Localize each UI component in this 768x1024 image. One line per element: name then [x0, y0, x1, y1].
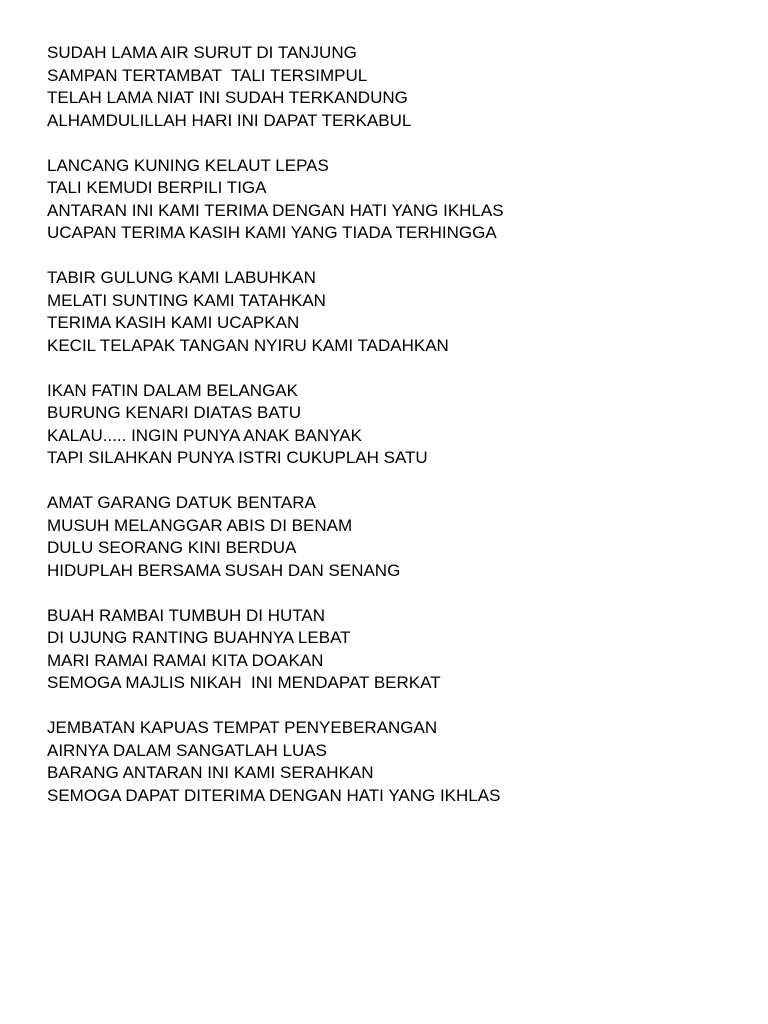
stanza-6 [47, 605, 747, 695]
poem-line: KALAU..... INGIN PUNYA ANAK BANYAK [47, 425, 362, 445]
poem-line: TELAH LAMA NIAT INI SUDAH TERKANDUNG [47, 88, 408, 107]
poem-line: SEMOGA DAPAT DITERIMA DENGAN HATI YANG IKHLAS [47, 785, 501, 805]
poem-line: MARI RAMAI RAMAI KITA DOAKAN [47, 650, 324, 670]
poem-line: ALHAMDULILLAH HARI INI DAPAT TERKABUL [47, 110, 412, 130]
poem-line: KECIL TELAPAK TANGAN NYIRU KAMI TADAHKAN [47, 335, 449, 355]
poem-line: ANTARAN INI KAMI TERIMA DENGAN HATI YANG IKHLAS [47, 200, 504, 220]
poem-line: AMAT GARANG DATUK BENTARA [47, 493, 316, 512]
poem-line: DI UJUNG RANTING BUAHNYA LEBAT [47, 628, 351, 647]
stanza-4 [47, 380, 747, 470]
poem-line: MUSUH MELANGGAR ABIS DI BENAM [47, 515, 353, 535]
poem-line: BARANG ANTARAN INI KAMI SERAHKAN [47, 763, 374, 782]
stanza-3 [47, 267, 747, 357]
poem-line: BURUNG KENARI DIATAS BATU [47, 403, 302, 422]
poem-line: TALI KEMUDI BERPILI TIGA [47, 178, 267, 197]
poem-line: SAMPAN TERTAMBAT TALI TERSIMPUL [47, 65, 368, 85]
poem-line: BUAH RAMBAI TUMBUH DI HUTAN [47, 605, 326, 625]
poem-line: TABIR GULUNG KAMI LABUHKAN [47, 268, 316, 287]
stanza-2 [47, 155, 747, 245]
poem-line: SUDAH LAMA AIR SURUT DI TANJUNG [47, 43, 357, 62]
stanza-1 [47, 42, 747, 132]
poem-line: UCAPAN TERIMA KASIH KAMI YANG TIADA TERHINGGA [47, 223, 497, 242]
poem-line: SEMOGA MAJLIS NIKAH INI MENDAPAT BERKAT [47, 673, 441, 692]
poem-line: LANCANG KUNING KELAUT LEPAS [47, 155, 329, 175]
poem-line: DULU SEORANG KINI BERDUA [47, 538, 297, 557]
poem-line: AIRNYA DALAM SANGATLAH LUAS [47, 740, 327, 760]
poem-line: JEMBATAN KAPUAS TEMPAT PENYEBERANGAN [47, 718, 438, 737]
poem-body [47, 42, 747, 830]
poem-line: TERIMA KASIH KAMI UCAPKAN [47, 313, 300, 332]
poem-line: HIDUPLAH BERSAMA SUSAH DAN SENANG [47, 560, 401, 580]
stanza-7 [47, 717, 747, 807]
poem-line: IKAN FATIN DALAM BELANGAK [47, 380, 298, 400]
poem-line: MELATI SUNTING KAMI TATAHKAN [47, 290, 326, 310]
poem-line: TAPI SILAHKAN PUNYA ISTRI CUKUPLAH SATU [47, 448, 428, 467]
stanza-5 [47, 492, 747, 582]
